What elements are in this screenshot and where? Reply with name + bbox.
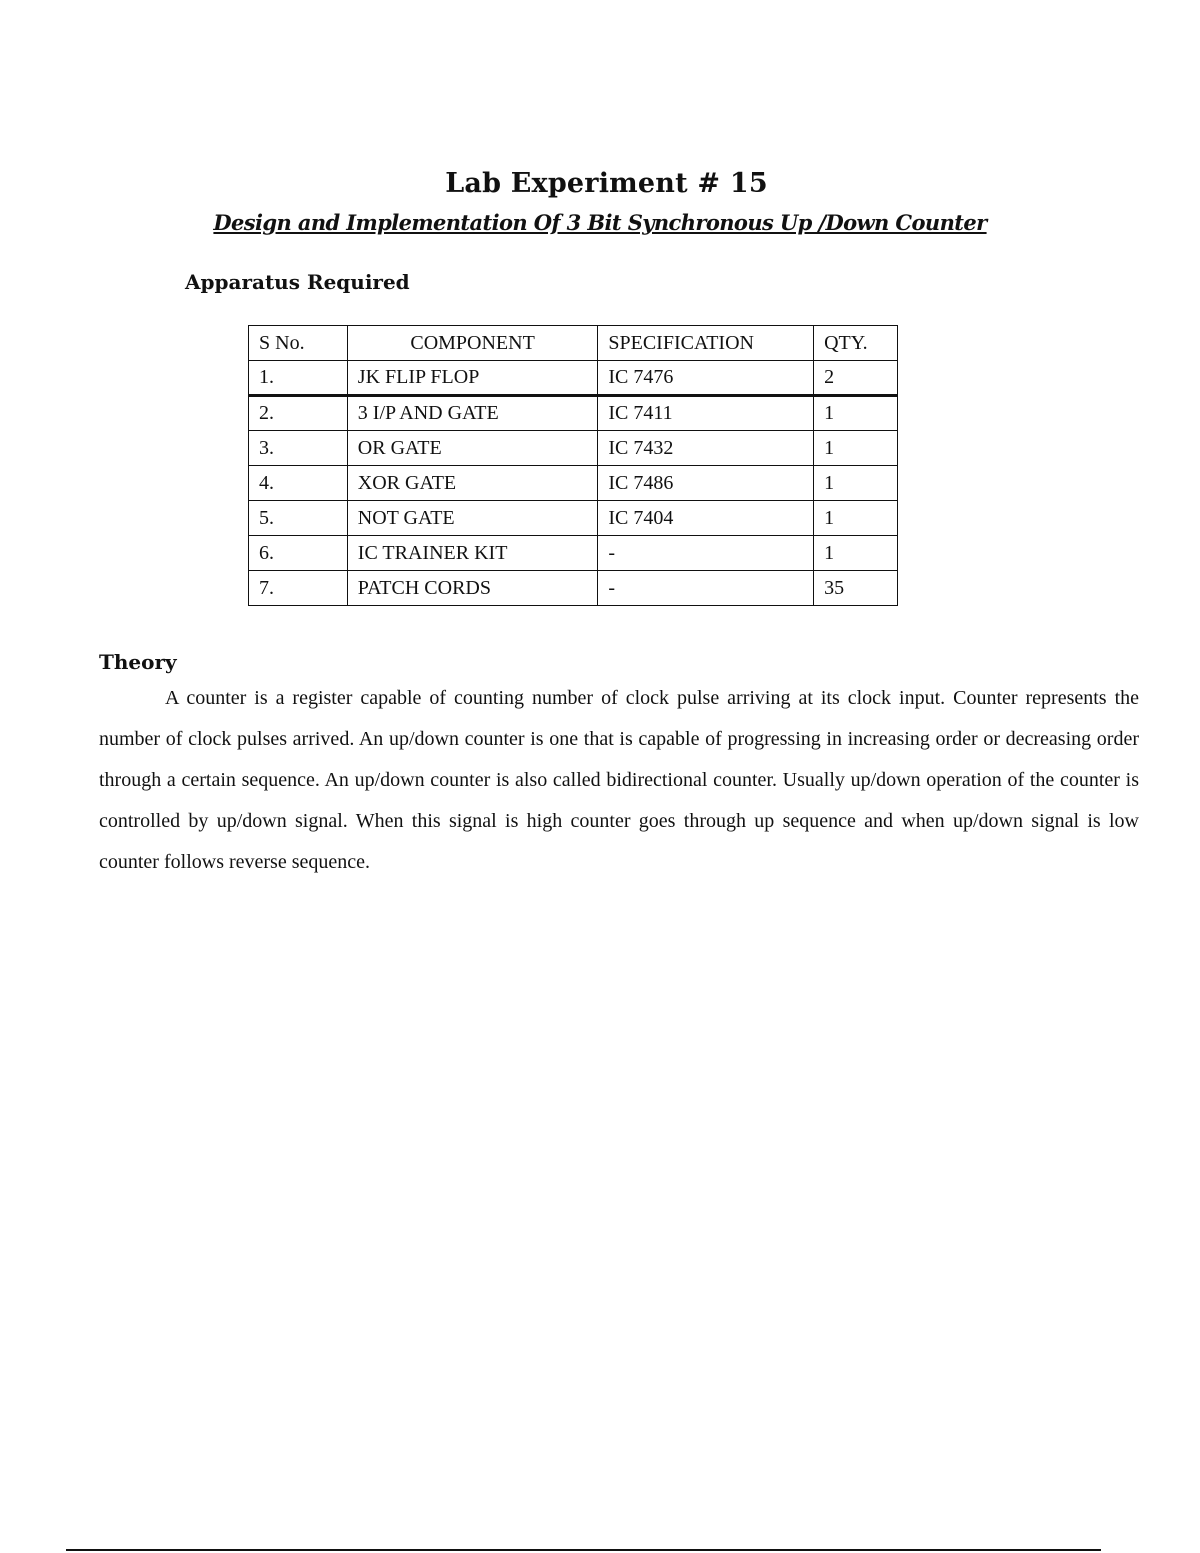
table-row [249, 361, 898, 396]
experiment-subtitle: Design and Implementation Of 3 Bit Synchronous Up /Down Counter [213, 210, 987, 235]
cell-qty: 1 [814, 431, 898, 466]
theory-paragraph: A counter is a register capable of counting number of clock pulse arriving at its clock input. Counter represents the number of clock pulses arrived. An up/down counter is one that is capable of progressing in increasing order or decreasing order through a certain sequence. An up/down counter is also called bidirectional counter. Usually up/down operation of the counter is controlled by up/down signal. When this signal is high counter goes through up sequence and when up/down signal is low counter follows reverse sequence. [99, 687, 1139, 873]
cell-specification: IC 7404 [598, 501, 814, 536]
table-header-row [249, 326, 898, 361]
table-row [249, 571, 898, 606]
cell-qty: 1 [814, 396, 898, 431]
cell-qty: 1 [814, 501, 898, 536]
cell-qty: 1 [814, 466, 898, 501]
apparatus-table [248, 325, 898, 606]
theory-heading: Theory [99, 650, 177, 674]
footer-divider [66, 1549, 1101, 1551]
header-specification: SPECIFICATION [598, 326, 814, 361]
cell-component: NOT GATE [347, 501, 598, 536]
cell-component: PATCH CORDS [347, 571, 598, 606]
cell-qty: 1 [814, 536, 898, 571]
cell-component: IC TRAINER KIT [347, 536, 598, 571]
cell-component: 3 I/P AND GATE [347, 396, 598, 431]
cell-specification: - [598, 571, 814, 606]
header-qty: QTY. [814, 326, 898, 361]
cell-specification: IC 7411 [598, 396, 814, 431]
cell-sno: 5. [249, 501, 348, 536]
cell-specification: IC 7486 [598, 466, 814, 501]
cell-sno: 4. [249, 466, 348, 501]
apparatus-heading: Apparatus Required [185, 270, 410, 294]
table-row [249, 431, 898, 466]
table-row [249, 396, 898, 431]
table-row [249, 536, 898, 571]
header-sno: S No. [249, 326, 348, 361]
table-row [249, 501, 898, 536]
cell-sno: 6. [249, 536, 348, 571]
cell-component: JK FLIP FLOP [347, 361, 598, 396]
cell-specification: IC 7476 [598, 361, 814, 396]
cell-qty: 35 [814, 571, 898, 606]
cell-specification: IC 7432 [598, 431, 814, 466]
page-title: Lab Experiment # 15 [445, 168, 768, 199]
table-row [249, 466, 898, 501]
cell-component: OR GATE [347, 431, 598, 466]
cell-sno: 1. [249, 361, 348, 396]
cell-sno: 2. [249, 396, 348, 431]
cell-sno: 3. [249, 431, 348, 466]
cell-sno: 7. [249, 571, 348, 606]
cell-specification: - [598, 536, 814, 571]
cell-component: XOR GATE [347, 466, 598, 501]
header-component: COMPONENT [347, 326, 598, 361]
cell-qty: 2 [814, 361, 898, 396]
